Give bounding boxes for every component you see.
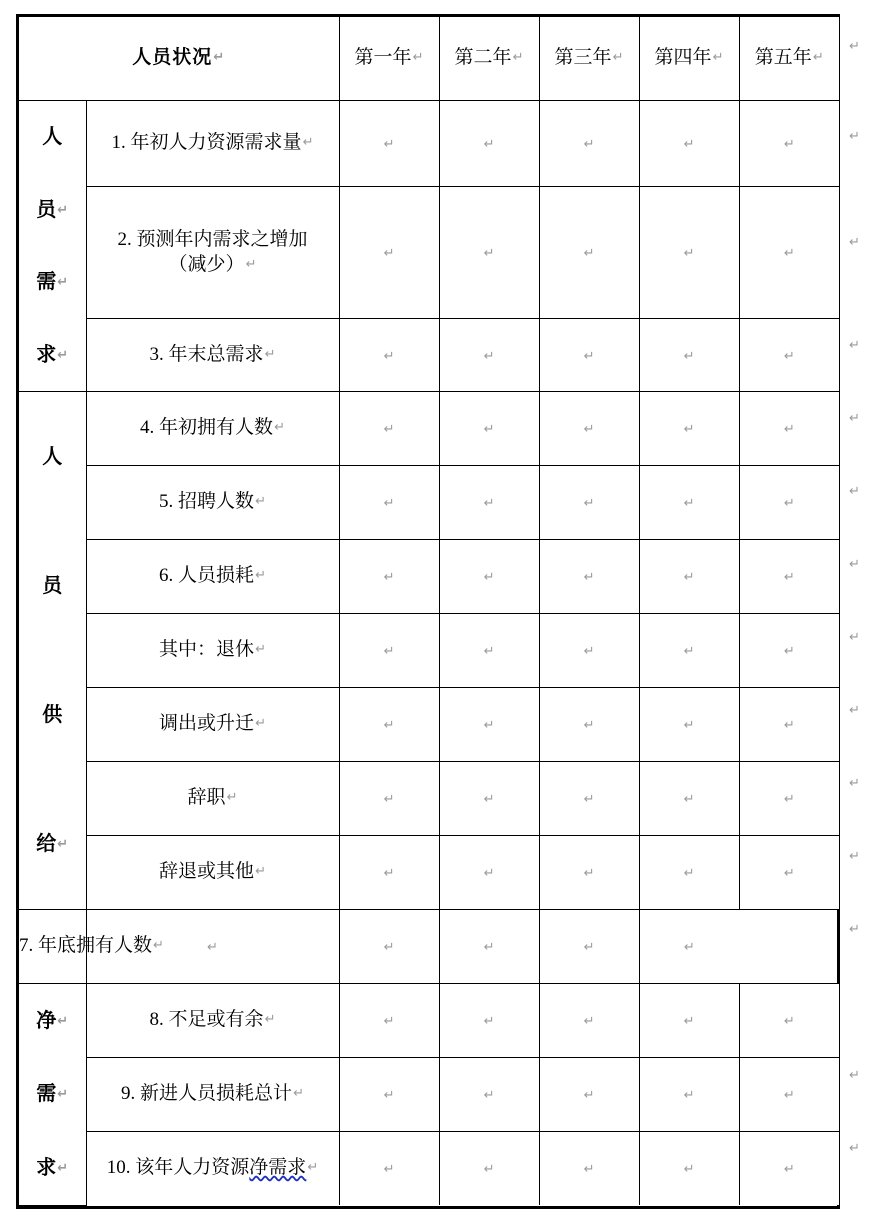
return-mark: ↵	[783, 866, 795, 882]
return-mark: ↵	[583, 137, 595, 153]
table-row	[19, 836, 839, 910]
row-item-text: 10. 该年人力资源	[106, 1157, 250, 1179]
return-mark: ↵	[683, 792, 695, 808]
data-cell[interactable]	[539, 319, 639, 392]
table-row	[19, 614, 839, 688]
return-mark: ↵	[483, 792, 495, 808]
row-item-label: 9. 新进人员损耗总计↵	[86, 1058, 339, 1132]
return-mark: ↵	[683, 718, 695, 734]
data-cell[interactable]	[339, 466, 439, 540]
paragraph-mark: ↵	[849, 411, 860, 426]
return-mark: ↵	[255, 494, 266, 510]
return-mark: ↵	[255, 716, 266, 732]
data-cell[interactable]	[639, 1058, 739, 1132]
row-item-label: 7. 年底拥有人数↵	[19, 910, 86, 984]
paragraph-mark: ↵	[849, 129, 860, 144]
return-mark: ↵	[383, 496, 395, 512]
page-title: 人员状况	[132, 47, 213, 69]
return-mark: ↵	[583, 644, 595, 660]
group-label-stack	[19, 970, 86, 1219]
row-item-label	[86, 187, 339, 319]
return-mark: ↵	[512, 50, 524, 66]
data-cell[interactable]	[339, 540, 439, 614]
return-mark: ↵	[57, 1160, 69, 1176]
data-cell[interactable]	[439, 187, 539, 319]
data-cell[interactable]	[439, 1132, 539, 1206]
data-cell[interactable]	[539, 392, 639, 466]
return-mark: ↵	[264, 346, 276, 362]
return-mark: ↵	[812, 50, 824, 66]
data-cell[interactable]	[539, 688, 639, 762]
return-mark: ↵	[483, 644, 495, 660]
group-label-char: 员	[42, 574, 63, 597]
return-mark: ↵	[683, 644, 695, 660]
data-cell[interactable]	[339, 836, 439, 910]
data-cell[interactable]	[439, 540, 539, 614]
table-row	[19, 762, 839, 836]
data-cell[interactable]	[739, 540, 839, 614]
data-cell[interactable]	[639, 319, 739, 392]
paragraph-mark: ↵	[849, 1068, 860, 1083]
return-mark: ↵	[483, 1014, 495, 1030]
data-cell[interactable]	[639, 1132, 739, 1206]
data-cell[interactable]	[639, 540, 739, 614]
header-title-cell	[19, 17, 339, 101]
group-label-char: 人	[42, 126, 63, 149]
group-label-supply	[19, 392, 86, 910]
column-header-label: 第五年	[754, 47, 812, 69]
return-mark: ↵	[783, 644, 795, 660]
column-header-label: 第三年	[554, 47, 612, 69]
return-mark: ↵	[383, 348, 395, 364]
data-cell[interactable]	[339, 910, 439, 984]
return-mark: ↵	[683, 496, 695, 512]
row-item-label: 6. 人员损耗↵	[86, 540, 339, 614]
return-mark: ↵	[683, 137, 695, 153]
column-header-year-4	[639, 17, 739, 101]
return-mark: ↵	[683, 1162, 695, 1178]
misspelled-text: 净需求	[249, 1157, 307, 1179]
return-mark: ↵	[483, 348, 495, 364]
return-mark: ↵	[583, 570, 595, 586]
data-cell[interactable]	[439, 101, 539, 187]
data-cell[interactable]	[539, 762, 639, 836]
return-mark: ↵	[583, 496, 595, 512]
paragraph-mark: ↵	[849, 703, 860, 718]
data-cell[interactable]	[339, 319, 439, 392]
row-item-label: 4. 年初拥有人数↵	[86, 392, 339, 466]
data-cell[interactable]	[539, 466, 639, 540]
paragraph-mark: ↵	[849, 922, 860, 937]
return-mark: ↵	[57, 1087, 69, 1103]
column-header-label: 第四年	[654, 47, 712, 69]
return-mark: ↵	[412, 50, 424, 66]
data-cell[interactable]	[739, 836, 839, 910]
return-mark: ↵	[383, 1014, 395, 1030]
return-mark: ↵	[383, 137, 395, 153]
row-item-label: 3. 年末总需求↵	[86, 319, 339, 392]
data-cell[interactable]	[439, 319, 539, 392]
data-cell[interactable]	[539, 614, 639, 688]
group-label-stack	[19, 282, 86, 1019]
return-mark: ↵	[583, 1088, 595, 1104]
personnel-status-table	[19, 17, 839, 1206]
return-mark: ↵	[583, 348, 595, 364]
return-mark: ↵	[293, 1086, 304, 1102]
column-header-year-5	[739, 17, 839, 101]
row-item-label: 8. 不足或有余↵	[86, 984, 339, 1058]
return-mark: ↵	[483, 718, 495, 734]
paragraph-mark: ↵	[849, 484, 860, 499]
table-row	[19, 540, 839, 614]
return-mark: ↵	[612, 50, 624, 66]
return-mark: ↵	[383, 246, 395, 262]
group-label-char-with-return: 求↵	[36, 1156, 69, 1179]
return-mark: ↵	[583, 866, 595, 882]
table-row	[19, 1058, 839, 1132]
data-cell[interactable]	[439, 1058, 539, 1132]
table-row	[19, 1132, 839, 1206]
return-mark: ↵	[483, 570, 495, 586]
return-mark: ↵	[213, 50, 226, 66]
group-label-net	[19, 984, 86, 1206]
return-mark: ↵	[583, 1014, 595, 1030]
data-cell[interactable]	[639, 984, 739, 1058]
group-label-char-with-return: 给↵	[36, 833, 69, 856]
return-mark: ↵	[683, 422, 695, 438]
return-mark: ↵	[307, 1160, 319, 1176]
data-cell[interactable]	[639, 614, 739, 688]
data-cell[interactable]	[339, 1058, 439, 1132]
row-item-label: 5. 招聘人数↵	[86, 466, 339, 540]
data-cell[interactable]	[739, 688, 839, 762]
data-cell[interactable]	[639, 836, 739, 910]
return-mark: ↵	[683, 1014, 695, 1030]
data-cell[interactable]	[439, 466, 539, 540]
data-cell[interactable]	[639, 910, 739, 984]
return-mark: ↵	[483, 496, 495, 512]
data-cell[interactable]	[339, 614, 439, 688]
data-cell[interactable]	[739, 1058, 839, 1132]
row-item-label	[86, 1132, 339, 1206]
return-mark: ↵	[226, 790, 238, 806]
data-cell[interactable]	[339, 984, 439, 1058]
data-cell[interactable]	[339, 187, 439, 319]
return-mark: ↵	[683, 866, 695, 882]
return-mark: ↵	[255, 568, 266, 584]
return-mark: ↵	[783, 718, 795, 734]
row-item-label: 1. 年初人力资源需求量↵	[86, 101, 339, 187]
data-cell[interactable]	[639, 688, 739, 762]
data-cell[interactable]	[439, 910, 539, 984]
return-mark: ↵	[383, 1162, 395, 1178]
return-mark: ↵	[255, 864, 266, 880]
return-mark: ↵	[583, 246, 595, 262]
column-header-year-3	[539, 17, 639, 101]
return-mark: ↵	[57, 275, 69, 291]
table-row	[19, 187, 839, 319]
row-item-line-1: 2. 预测年内需求之增加	[117, 228, 308, 250]
data-cell[interactable]	[539, 540, 639, 614]
group-label-char-with-return: 需↵	[36, 271, 69, 294]
data-cell[interactable]	[739, 984, 839, 1058]
return-mark: ↵	[783, 1088, 795, 1104]
table-row	[19, 319, 839, 392]
table-header-row	[19, 17, 839, 101]
group-label-char-with-return: 求↵	[36, 343, 69, 366]
group-label-char-with-return: 员↵	[36, 198, 69, 221]
return-mark: ↵	[783, 137, 795, 153]
table-row	[19, 392, 839, 466]
paragraph-mark: ↵	[849, 235, 860, 250]
row-item-line-2: （减少）↵	[168, 253, 257, 275]
return-mark: ↵	[783, 246, 795, 262]
group-label-char-with-return: 需↵	[36, 1083, 69, 1106]
data-cell[interactable]	[539, 1058, 639, 1132]
row-item-label: 辞退或其他↵	[86, 836, 339, 910]
data-cell[interactable]	[639, 187, 739, 319]
data-cell[interactable]	[439, 614, 539, 688]
table-row	[19, 910, 839, 984]
return-mark: ↵	[383, 940, 395, 956]
return-mark: ↵	[483, 940, 495, 956]
table-row	[19, 101, 839, 187]
return-mark: ↵	[683, 940, 695, 956]
data-cell[interactable]	[339, 101, 439, 187]
data-cell[interactable]	[339, 688, 439, 762]
return-mark: ↵	[264, 1012, 276, 1028]
data-cell[interactable]	[539, 836, 639, 910]
data-cell[interactable]	[339, 1132, 439, 1206]
row-item-label: 辞职↵	[86, 762, 339, 836]
paragraph-mark: ↵	[849, 338, 860, 353]
data-cell[interactable]	[539, 187, 639, 319]
group-label-char: 供	[42, 704, 63, 727]
data-cell[interactable]	[439, 688, 539, 762]
data-cell[interactable]	[639, 101, 739, 187]
return-mark: ↵	[383, 570, 395, 586]
return-mark: ↵	[712, 50, 724, 66]
return-mark: ↵	[683, 1088, 695, 1104]
return-mark: ↵	[383, 422, 395, 438]
data-cell[interactable]	[439, 836, 539, 910]
paragraph-mark: ↵	[849, 39, 860, 54]
data-cell[interactable]	[539, 984, 639, 1058]
data-cell[interactable]	[739, 101, 839, 187]
row-item-label: 其中：退休↵	[86, 614, 339, 688]
group-label-char-with-return: 净↵	[36, 1009, 69, 1032]
data-cell[interactable]	[739, 319, 839, 392]
paragraph-mark: ↵	[849, 849, 860, 864]
return-mark: ↵	[383, 644, 395, 660]
return-mark: ↵	[153, 938, 164, 954]
return-mark: ↵	[483, 137, 495, 153]
return-mark: ↵	[383, 1088, 395, 1104]
return-mark: ↵	[583, 940, 595, 956]
return-mark: ↵	[255, 642, 266, 658]
return-mark: ↵	[483, 246, 495, 262]
return-mark: ↵	[583, 792, 595, 808]
data-cell[interactable]	[439, 762, 539, 836]
data-cell[interactable]	[539, 101, 639, 187]
paragraph-mark: ↵	[849, 776, 860, 791]
return-mark: ↵	[783, 792, 795, 808]
return-mark: ↵	[383, 792, 395, 808]
return-mark: ↵	[57, 837, 69, 853]
return-mark: ↵	[483, 1162, 495, 1178]
data-cell[interactable]	[739, 762, 839, 836]
data-cell[interactable]	[639, 762, 739, 836]
data-cell[interactable]	[639, 466, 739, 540]
data-cell[interactable]	[339, 762, 439, 836]
data-cell[interactable]	[739, 1132, 839, 1206]
return-mark: ↵	[57, 1013, 69, 1029]
return-mark: ↵	[783, 1162, 795, 1178]
column-header-label: 第一年	[354, 47, 412, 69]
table-row	[19, 688, 839, 762]
return-mark: ↵	[783, 422, 795, 438]
data-cell[interactable]	[739, 614, 839, 688]
return-mark: ↵	[583, 422, 595, 438]
column-header-year-2	[439, 17, 539, 101]
return-mark: ↵	[383, 866, 395, 882]
table-row	[19, 984, 839, 1058]
return-mark: ↵	[783, 348, 795, 364]
return-mark: ↵	[302, 135, 314, 151]
data-cell[interactable]	[639, 392, 739, 466]
return-mark: ↵	[274, 420, 285, 436]
data-cell[interactable]	[439, 984, 539, 1058]
return-mark: ↵	[207, 940, 218, 956]
return-mark: ↵	[783, 570, 795, 586]
data-cell[interactable]	[739, 392, 839, 466]
return-mark: ↵	[583, 1162, 595, 1178]
return-mark: ↵	[57, 202, 69, 218]
data-cell[interactable]	[339, 392, 439, 466]
data-cell[interactable]	[739, 466, 839, 540]
column-header-label: 第二年	[454, 47, 512, 69]
return-mark: ↵	[583, 718, 595, 734]
return-mark: ↵	[383, 718, 395, 734]
return-mark: ↵	[483, 422, 495, 438]
return-mark: ↵	[57, 347, 69, 363]
data-cell[interactable]	[539, 1132, 639, 1206]
data-cell[interactable]	[439, 392, 539, 466]
return-mark: ↵	[683, 246, 695, 262]
column-header-year-1	[339, 17, 439, 101]
table-row	[19, 466, 839, 540]
return-mark: ↵	[245, 256, 257, 272]
return-mark: ↵	[483, 866, 495, 882]
row-item-label: 调出或升迁↵	[86, 688, 339, 762]
personnel-status-table-frame	[16, 14, 840, 1209]
return-mark: ↵	[483, 1088, 495, 1104]
return-mark: ↵	[783, 1014, 795, 1030]
data-cell[interactable]	[739, 187, 839, 319]
return-mark: ↵	[783, 496, 795, 512]
data-cell[interactable]	[539, 910, 639, 984]
return-mark: ↵	[683, 348, 695, 364]
paragraph-mark: ↵	[849, 1141, 860, 1156]
paragraph-mark: ↵	[849, 557, 860, 572]
group-label-char: 人	[42, 445, 63, 468]
return-mark: ↵	[683, 570, 695, 586]
paragraph-mark: ↵	[849, 630, 860, 645]
